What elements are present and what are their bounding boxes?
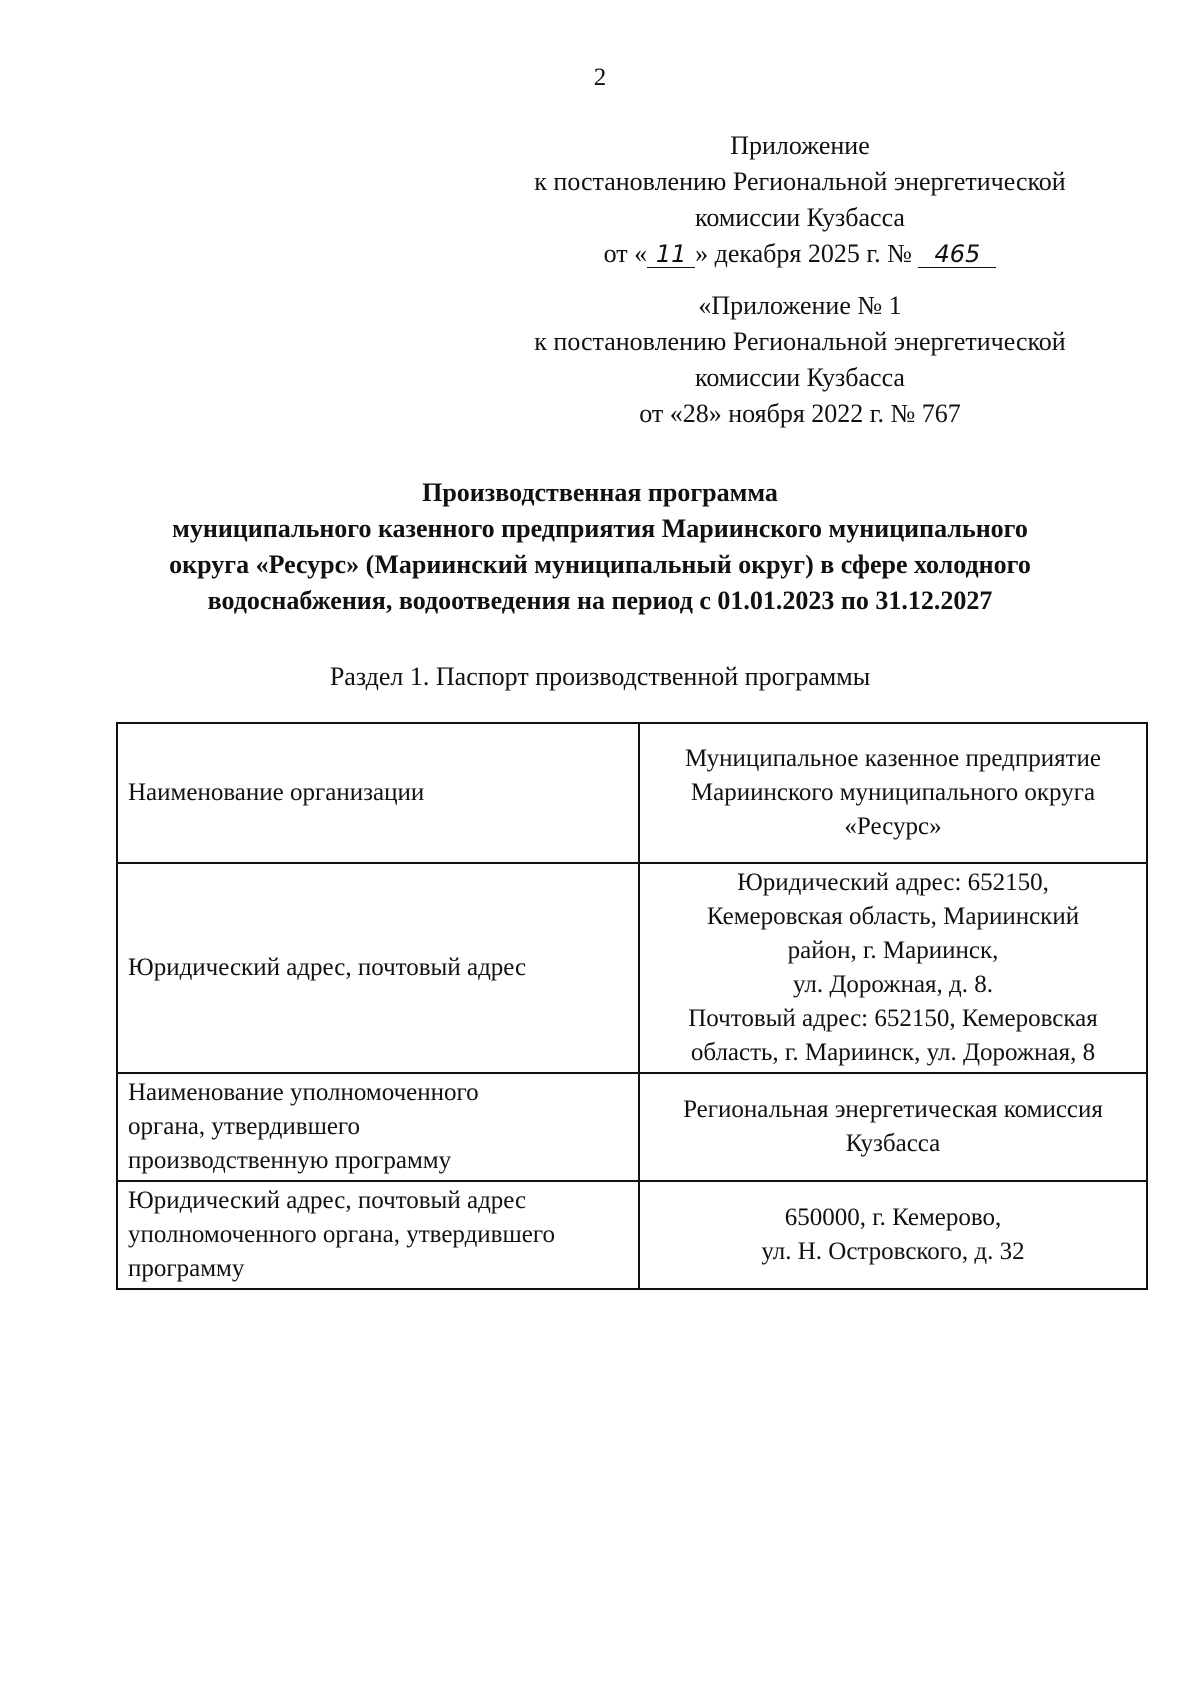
- section-heading: Раздел 1. Паспорт производственной программы: [329, 662, 871, 691]
- document-title: [60, 475, 1140, 619]
- row-label: [117, 1073, 639, 1181]
- title-line-2: муниципального казенного предприятия Мариинского муниципального: [172, 514, 1028, 543]
- label-line: органа, утвердившего: [128, 1113, 361, 1140]
- table-row: [117, 1073, 1147, 1181]
- original-date-line: от «28» ноября 2022 г. № 767: [639, 399, 961, 428]
- label-line: производственную программу: [128, 1147, 452, 1174]
- page-number: 2: [593, 64, 607, 91]
- appendix-original-header: [480, 288, 1120, 432]
- appendix-resolution-line: к постановлению Региональной энергетической: [534, 167, 1066, 196]
- title-line-1: Производственная программа: [422, 478, 778, 507]
- row-value: [639, 723, 1147, 863]
- row-label: [117, 1181, 639, 1289]
- label-line: Юридический адрес, почтовый адрес: [128, 1187, 527, 1214]
- appendix-title: Приложение: [730, 131, 870, 160]
- passport-table: [116, 722, 1148, 1290]
- handwritten-doc-number: 465: [918, 241, 996, 268]
- appendix-current-header: [480, 128, 1120, 272]
- value-line: ул. Дорожная, д. 8.: [792, 971, 994, 998]
- label-line: Наименование уполномоченного: [128, 1079, 479, 1106]
- row-label: Наименование организации: [117, 723, 639, 863]
- value-line: Кузбасса: [845, 1130, 941, 1157]
- table-row: [117, 723, 1147, 863]
- appendix-date-line: [480, 236, 1120, 272]
- value-line: область, г. Мариинск, ул. Дорожная, 8: [690, 1039, 1096, 1066]
- value-line: 650000, г. Кемерово,: [784, 1204, 1002, 1231]
- title-line-3: округа «Ресурс» (Мариинский муниципальный округ) в сфере холодного: [169, 550, 1031, 579]
- value-line: «Ресурс»: [844, 813, 942, 840]
- appendix-commission-line: комиссии Кузбасса: [695, 203, 905, 232]
- value-line: Почтовый адрес: 652150, Кемеровская: [688, 1005, 1098, 1032]
- value-line: Юридический адрес: 652150,: [737, 869, 1049, 896]
- value-line: Региональная энергетическая комиссия: [683, 1096, 1103, 1123]
- table-row: [117, 1181, 1147, 1289]
- date-prefix: от «: [603, 239, 648, 268]
- label-line: программу: [128, 1255, 245, 1282]
- value-line: ул. Н. Островского, д. 32: [761, 1238, 1025, 1265]
- table-row: [117, 863, 1147, 1073]
- row-label: Юридический адрес, почтовый адрес: [117, 863, 639, 1073]
- original-appendix-title: «Приложение № 1: [698, 291, 902, 320]
- original-commission-line: комиссии Кузбасса: [695, 363, 905, 392]
- label-line: уполномоченного органа, утвердившего: [128, 1221, 555, 1248]
- value-line: Муниципальное казенное предприятие: [685, 745, 1101, 772]
- row-value: [639, 1073, 1147, 1181]
- value-line: Кемеровская область, Мариинский: [706, 903, 1080, 930]
- original-resolution-line: к постановлению Региональной энергетической: [534, 327, 1066, 356]
- value-line: Мариинского муниципального округа: [690, 779, 1096, 806]
- row-value: [639, 1181, 1147, 1289]
- title-line-4: водоснабжения, водоотведения на период с 01.01.2023 по 31.12.2027: [207, 586, 993, 615]
- value-line: район, г. Мариинск,: [787, 937, 999, 964]
- row-value: [639, 863, 1147, 1073]
- handwritten-day: 11: [647, 241, 695, 268]
- date-middle: » декабря 2025 г. №: [695, 239, 912, 268]
